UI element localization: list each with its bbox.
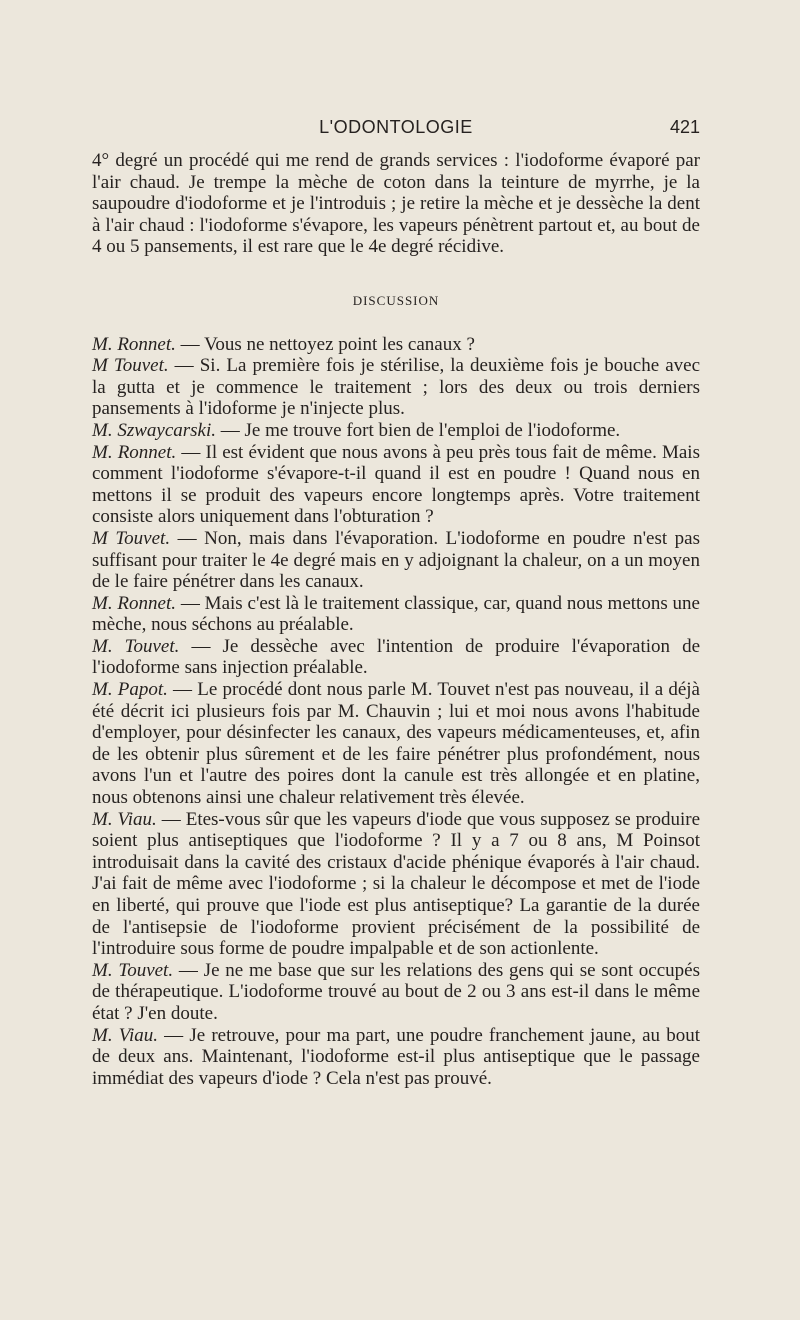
section-heading: DISCUSSION bbox=[352, 292, 440, 308]
speech-text: — Je ne me base que sur les relations des gens qui se sont occupés de thérapeutique. L'iodoforme trouvé au bout de 2 ou 3 ans est-il dans le même état ? J'en doute. bbox=[92, 959, 701, 1024]
speech-text: — Je dessèche avec l'intention de produire l'évaporation de l'iodoforme sans injection préalable. bbox=[92, 635, 700, 679]
speaker-name: M. Viau. bbox=[92, 808, 157, 830]
speech-text: — Il est évident que nous avons à peu près tous fait de même. Mais comment l'iodoforme s'évapore-t-il quand il est en poudre ! Quand nous en mettons il se produit des vapeurs encore longtemps après. Votre traitement consiste alors uniquement dans l'obturation ? bbox=[92, 441, 700, 528]
speech-text: — Vous ne nettoyez point les canaux ? bbox=[175, 333, 475, 355]
speech-text: — Je retrouve, pour ma part, une poudre franchement jaune, au bout de deux ans. Maintenant, l'iodoforme est-il plus antiseptique que le passage immédiat des vapeurs d'iode ? Cela n'est pas prouvé. bbox=[92, 1024, 700, 1089]
speaker-name: M. Ronnet. bbox=[92, 333, 176, 355]
discussion-paragraph bbox=[92, 334, 700, 356]
speaker-name: M Touvet. bbox=[92, 355, 169, 377]
discussion-paragraph bbox=[92, 355, 700, 420]
running-title: L'ODONTOLOGIE bbox=[319, 117, 473, 137]
speech-text: — Mais c'est là le traitement classique, car, quand nous mettons une mèche, nous séchons au préalable. bbox=[92, 592, 700, 636]
discussion-paragraph bbox=[92, 528, 700, 593]
discussion-paragraph bbox=[92, 636, 700, 679]
intro-paragraph: 4° degré un procédé qui me rend de grands services : l'iodoforme évaporé par l'air chaud. Je trempe la mèche de coton dans la teinture de myrrhe, je la saupoudre d'iodoforme et je l'introduis ; je retire la mèche et je dessèche la dent à l'air chaud : l'iodoforme s'évapore, les vapeurs pénètrent partout et, au bout de 4 ou 5 pansements, il est rare que le 4e degré récidive. bbox=[92, 150, 700, 258]
speech-text: — Le procédé dont nous parle M. Touvet n'est pas nouveau, il a déjà été décrit ici plusieurs fois par M. Chauvin ; lui et moi nous avons l'habitude d'employer, pour désinfecter les canaux, des vapeurs médicamenteuses, et, afin de les obtenir plus sûrement et de les faire pénétrer plus profondément, nous avons l'un et l'autre des poires dont la canule est très allongée et en platine, nous obtenons ainsi une chaleur relativement très élevée. bbox=[92, 679, 700, 809]
running-header bbox=[92, 117, 700, 145]
body-text bbox=[92, 150, 700, 1089]
discussion-paragraph bbox=[92, 442, 700, 528]
speaker-name: M. Touvet. bbox=[92, 635, 180, 657]
speaker-name: M. Viau. bbox=[92, 1024, 158, 1046]
discussion-paragraph bbox=[92, 1025, 700, 1090]
discussion-paragraph bbox=[92, 593, 700, 636]
discussion-paragraph bbox=[92, 420, 700, 442]
speaker-name: M Touvet. bbox=[92, 527, 171, 549]
speech-text: — Si. La première fois je stérilise, la deuxième fois je bouche avec la gutta et je commence le traitement ; lors des deux ou trois derniers pansements à l'idoforme je n'injecte plus. bbox=[92, 355, 701, 420]
speaker-name: M. Ronnet. bbox=[92, 592, 176, 614]
speaker-name: M. Touvet. bbox=[92, 959, 174, 981]
speaker-name: M. Szwaycarski. bbox=[92, 419, 217, 441]
discussion-paragraph bbox=[92, 809, 700, 960]
speech-text: — Je me trouve fort bien de l'emploi de l'iodoforme. bbox=[216, 419, 621, 441]
speech-text: — Non, mais dans l'évaporation. L'iodoforme en poudre n'est pas suffisant pour traiter le 4e degré mais en y adjoignant la chaleur, on a un moyen de le faire pénétrer dans les canaux. bbox=[92, 527, 701, 593]
page-number: 421 bbox=[669, 117, 700, 137]
speech-text: — Etes-vous sûr que les vapeurs d'iode que vous supposez se produire soient plus antiseptiques que l'iodoforme ? Il y a 7 ou 8 ans, M Poinsot introduisait dans la cavité des cristaux d'acide phénique évaporés à l'air chaud. J'ai fait de même avec l'iodoforme ; si la chaleur le décompose et met de l'iode en liberté, qui prouve que l'iode est plus antiseptique? La garantie de la durée de l'antisepsie de l'iodoforme provient précisément de la possibilité de l'introduire sous forme de poudre impalpable et de son actionlente. bbox=[92, 808, 700, 960]
discussion-paragraph bbox=[92, 679, 700, 809]
speaker-name: M. Ronnet. bbox=[92, 441, 177, 463]
speaker-name: M. Papot. bbox=[92, 679, 168, 701]
discussion-paragraph bbox=[92, 960, 700, 1025]
